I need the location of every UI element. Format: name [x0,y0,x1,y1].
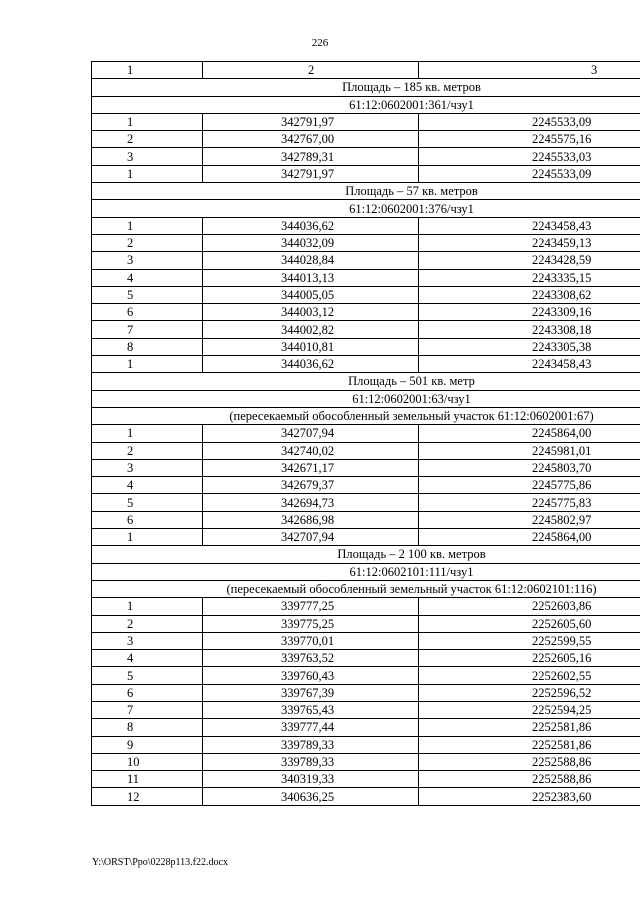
page-number: 226 [311,37,329,49]
table-row [92,148,640,165]
y-coordinate-cell: 2252596,52 [419,684,640,701]
table-row [92,598,640,615]
area-title: Площадь – 501 кв. метр [92,373,640,390]
table-row [92,753,640,770]
y-coordinate-cell: 2252605,60 [419,615,640,632]
x-coordinate-cell: 344013,13 [203,269,419,286]
table-row [92,771,640,788]
table-row [92,234,640,251]
parcel-note: (пересекаемый обособленный земельный участок 61:12:0602101:116) [92,580,640,597]
point-number-cell: 4 [92,269,203,286]
point-number-cell: 8 [92,338,203,355]
x-coordinate-cell: 342694,73 [203,494,419,511]
x-coordinate-cell: 342767,00 [203,131,419,148]
parcel-number: 61:12:0602001:63/чзу1 [92,390,640,407]
point-number-cell: 1 [92,165,203,182]
y-coordinate-cell: 2252605,16 [419,650,640,667]
parcel-number: 61:12:0602001:376/чзу1 [92,200,640,217]
table-row [92,269,640,286]
x-coordinate-cell: 339775,25 [203,615,419,632]
x-coordinate-cell: 344002,82 [203,321,419,338]
point-number-cell: 7 [92,321,203,338]
x-coordinate-cell: 339789,33 [203,736,419,753]
point-number-cell: 10 [92,753,203,770]
x-coordinate-cell: 340319,33 [203,771,419,788]
area-title: Площадь – 185 кв. метров [92,79,640,96]
table-row [92,338,640,355]
column-number-cell: 2 [203,62,419,79]
table-row [92,667,640,684]
y-coordinate-cell: 2245803,70 [419,459,640,476]
point-number-cell: 3 [92,148,203,165]
y-coordinate-cell: 2245775,83 [419,494,640,511]
y-coordinate-cell: 2243428,59 [419,252,640,269]
section-title-row [92,96,640,113]
section-title-row [92,407,640,424]
section-title-row [92,546,640,563]
y-coordinate-cell: 2252581,86 [419,736,640,753]
point-number-cell: 5 [92,667,203,684]
y-coordinate-cell: 2245864,00 [419,529,640,546]
y-coordinate-cell: 2243335,15 [419,269,640,286]
x-coordinate-cell: 344036,62 [203,217,419,234]
table-row [92,165,640,182]
point-number-cell: 3 [92,632,203,649]
x-coordinate-cell: 344036,62 [203,356,419,373]
point-number-cell: 2 [92,442,203,459]
y-coordinate-cell: 2245533,09 [419,113,640,130]
table-row [92,113,640,130]
x-coordinate-cell: 344010,81 [203,338,419,355]
point-number-cell: 4 [92,650,203,667]
area-title: Площадь – 57 кв. метров [92,183,640,200]
point-number-cell: 1 [92,598,203,615]
section-title-row [92,183,640,200]
x-coordinate-cell: 339777,25 [203,598,419,615]
table-row [92,650,640,667]
x-coordinate-cell: 339767,39 [203,684,419,701]
table-row [92,494,640,511]
coordinates-table [91,61,640,806]
x-coordinate-cell: 342707,94 [203,425,419,442]
coordinates-table-body [92,62,640,806]
x-coordinate-cell: 344005,05 [203,286,419,303]
point-number-cell: 2 [92,131,203,148]
x-coordinate-cell: 339777,44 [203,719,419,736]
point-number-cell: 6 [92,511,203,528]
y-coordinate-cell: 2252594,25 [419,701,640,718]
point-number-cell: 1 [92,113,203,130]
point-number-cell: 2 [92,615,203,632]
point-number-cell: 4 [92,477,203,494]
y-coordinate-cell: 2243305,38 [419,338,640,355]
x-coordinate-cell: 339765,43 [203,701,419,718]
point-number-cell: 11 [92,771,203,788]
section-title-row [92,79,640,96]
y-coordinate-cell: 2243308,18 [419,321,640,338]
point-number-cell: 6 [92,684,203,701]
x-coordinate-cell: 339789,33 [203,753,419,770]
y-coordinate-cell: 2252383,60 [419,788,640,805]
table-row [92,788,640,805]
column-number-cell: 3 [419,62,640,79]
point-number-cell: 1 [92,356,203,373]
point-number-cell: 12 [92,788,203,805]
table-row [92,356,640,373]
x-coordinate-cell: 344003,12 [203,304,419,321]
table-row [92,252,640,269]
table-row [92,719,640,736]
table-row [92,477,640,494]
table-row [92,131,640,148]
y-coordinate-cell: 2252603,86 [419,598,640,615]
x-coordinate-cell: 342686,98 [203,511,419,528]
table-row [92,425,640,442]
point-number-cell: 3 [92,252,203,269]
x-coordinate-cell: 339763,52 [203,650,419,667]
point-number-cell: 2 [92,234,203,251]
table-row [92,304,640,321]
parcel-number: 61:12:0602001:361/чзу1 [92,96,640,113]
point-number-cell: 5 [92,286,203,303]
table-row [92,511,640,528]
section-title-row [92,200,640,217]
point-number-cell: 6 [92,304,203,321]
x-coordinate-cell: 342740,02 [203,442,419,459]
column-number-row [92,62,640,79]
y-coordinate-cell: 2252588,86 [419,753,640,770]
table-row [92,615,640,632]
table-row [92,632,640,649]
y-coordinate-cell: 2245864,00 [419,425,640,442]
y-coordinate-cell: 2243459,13 [419,234,640,251]
y-coordinate-cell: 2245575,16 [419,131,640,148]
y-coordinate-cell: 2252599,55 [419,632,640,649]
y-coordinate-cell: 2243458,43 [419,356,640,373]
point-number-cell: 1 [92,529,203,546]
x-coordinate-cell: 342791,97 [203,165,419,182]
point-number-cell: 5 [92,494,203,511]
point-number-cell: 7 [92,701,203,718]
file-path-footer: Y:\ORST\Ppo\0228p113.f22.docx [92,857,228,868]
area-title: Площадь – 2 100 кв. метров [92,546,640,563]
y-coordinate-cell: 2245802,97 [419,511,640,528]
table-row [92,684,640,701]
x-coordinate-cell: 342671,17 [203,459,419,476]
section-title-row [92,390,640,407]
table-row [92,442,640,459]
y-coordinate-cell: 2252588,86 [419,771,640,788]
y-coordinate-cell: 2245775,86 [419,477,640,494]
table-row [92,459,640,476]
x-coordinate-cell: 342789,31 [203,148,419,165]
point-number-cell: 1 [92,217,203,234]
y-coordinate-cell: 2243308,62 [419,286,640,303]
x-coordinate-cell: 340636,25 [203,788,419,805]
table-row [92,321,640,338]
x-coordinate-cell: 342791,97 [203,113,419,130]
point-number-cell: 3 [92,459,203,476]
table-row [92,529,640,546]
table-row [92,701,640,718]
y-coordinate-cell: 2252581,86 [419,719,640,736]
parcel-note: (пересекаемый обособленный земельный участок 61:12:0602001:67) [92,407,640,424]
point-number-cell: 9 [92,736,203,753]
x-coordinate-cell: 339760,43 [203,667,419,684]
x-coordinate-cell: 342707,94 [203,529,419,546]
section-title-row [92,563,640,580]
y-coordinate-cell: 2243458,43 [419,217,640,234]
y-coordinate-cell: 2245533,03 [419,148,640,165]
table-row [92,217,640,234]
x-coordinate-cell: 344032,09 [203,234,419,251]
x-coordinate-cell: 339770,01 [203,632,419,649]
y-coordinate-cell: 2245533,09 [419,165,640,182]
x-coordinate-cell: 344028,84 [203,252,419,269]
y-coordinate-cell: 2245981,01 [419,442,640,459]
point-number-cell: 1 [92,425,203,442]
table-row [92,286,640,303]
parcel-number: 61:12:0602101:111/чзу1 [92,563,640,580]
y-coordinate-cell: 2243309,16 [419,304,640,321]
section-title-row [92,373,640,390]
table-row [92,736,640,753]
point-number-cell: 8 [92,719,203,736]
x-coordinate-cell: 342679,37 [203,477,419,494]
column-number-cell: 1 [92,62,203,79]
y-coordinate-cell: 2252602,55 [419,667,640,684]
section-title-row [92,580,640,597]
